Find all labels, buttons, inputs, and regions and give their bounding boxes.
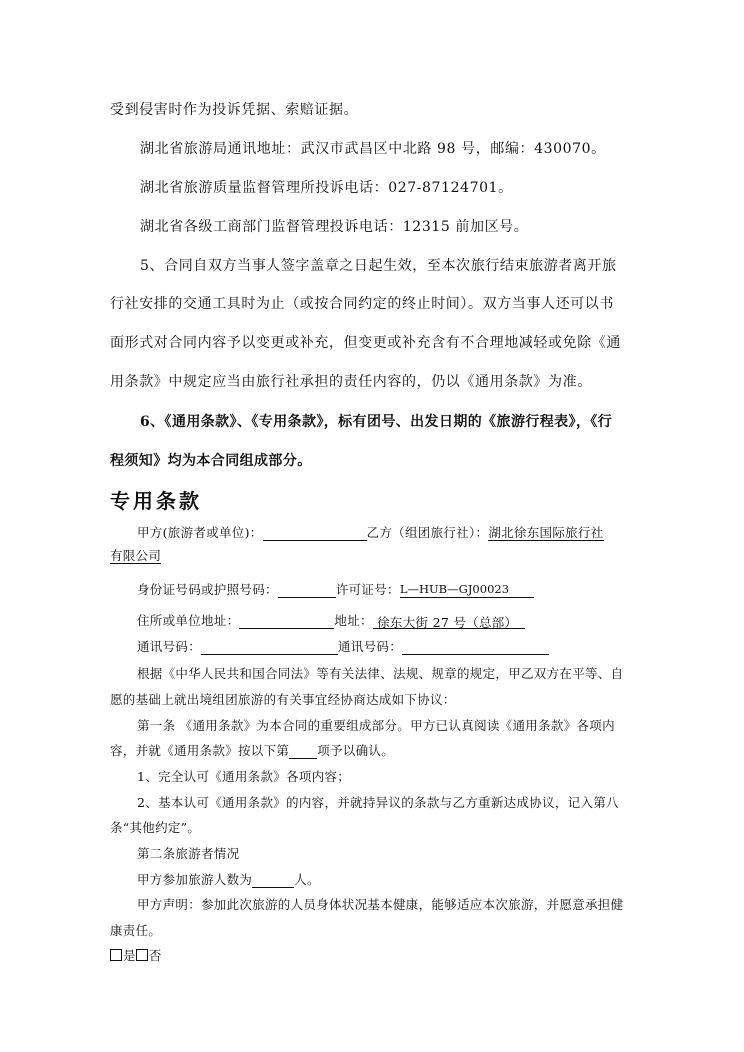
address-field[interactable]: [239, 613, 334, 629]
paragraph-5-line-1: 5、合同自双方当事人签字盖章之日起生效，至本次旅行结束旅游者离开旅: [140, 258, 617, 274]
yes-label: 是: [123, 948, 136, 963]
phone-label-b: 通讯号码：: [338, 639, 403, 654]
article-2-heading: 第二条旅游者情况: [137, 846, 240, 861]
yes-no-row: [110, 946, 162, 964]
phone-field-b[interactable]: [402, 639, 549, 655]
option-2-line-2: 条“其他约定”。: [110, 820, 201, 835]
no-checkbox[interactable]: [136, 949, 148, 961]
intro-line-2: 愿的基础上就出境组团旅游的有关事宜经协商达成如下协议：: [110, 692, 456, 707]
traveler-count-label: 甲方参加旅游人数为: [137, 872, 253, 887]
article-1-option-field[interactable]: [289, 743, 317, 759]
id-field[interactable]: [278, 582, 336, 598]
paragraph-quality-complaint-phone: 湖北省旅游质量监督管理所投诉电话：027-87124701。: [140, 180, 513, 196]
phone-field-a[interactable]: [201, 639, 338, 655]
traveler-count-row: [137, 870, 320, 888]
license-value: L—HUB—GJ00023: [400, 582, 534, 598]
paragraph-5-line-3: 面形式对合同内容予以变更或补充，但变更或补充含有不合理地减轻或免除《通: [110, 335, 621, 351]
paragraph-5-line-4: 用条款》中规定应当由旅行社承担的责任内容的，仍以《通用条款》为准。: [110, 374, 592, 390]
phone-row: [137, 637, 549, 655]
party-b-value-continued: [110, 546, 161, 564]
party-a-label: 甲方(旅游者或单位)：: [137, 525, 263, 540]
declaration-line-2: 康责任。: [110, 923, 162, 938]
declaration-line-1: 甲方声明：参加此次旅游的人员身体状况基本健康，能够适应本次旅游，并愿意承担健: [137, 897, 624, 912]
article-1-suffix: 项予以确认。: [317, 743, 395, 758]
article-1-line-2: [110, 741, 394, 759]
paragraph-6-line-2: 程须知》均为本合同组成部分。: [110, 453, 312, 469]
traveler-count-field[interactable]: [252, 872, 294, 888]
address-label: 住所或单位地址：: [137, 613, 240, 628]
paragraph-complaint-basis: 受到侵害时作为投诉凭据、索赔证据。: [110, 102, 359, 118]
section-title: 专用条款: [110, 489, 202, 513]
party-b-value-line-2: 有限公司: [110, 548, 162, 563]
paragraph-6-line-1: 6、《通用条款》、《专用条款》，标有团号、出发日期的《旅游行程表》，《行: [140, 414, 613, 430]
option-2-line-1: 2、基本认可《通用条款》的内容，并就持异议的条款与乙方重新达成协议，记入第八: [137, 795, 619, 810]
yes-checkbox[interactable]: [110, 949, 122, 961]
party-b-value: 湖北徐东国际旅行社: [488, 525, 604, 540]
address2-label: 地址：: [334, 613, 373, 628]
license-label: 许可证号：: [335, 582, 400, 597]
id-label: 身份证号码或护照号码：: [137, 582, 278, 597]
party-a-field[interactable]: [263, 525, 367, 541]
intro-line-1: 根据《中华人民共和国合同法》等有关法律、法规、规章的规定，甲乙双方在平等、自: [137, 666, 624, 681]
address2-value-text: 徐东大街 27 号（总部）: [377, 615, 518, 630]
paragraph-tourism-bureau-address: 湖北省旅游局通讯地址：武汉市武昌区中北路 98 号，邮编：430070。: [140, 141, 606, 157]
party-row: [137, 523, 604, 541]
article-1-line-1: 第一条 《通用条款》为本合同的重要组成部分。甲方已认真阅读《通用条款》各项内: [137, 718, 615, 733]
id-license-row: [137, 580, 534, 598]
address-row: [137, 611, 525, 629]
article-1-prefix: 容，并就《通用条款》按以下第: [110, 743, 290, 758]
phone-label-a: 通讯号码：: [137, 639, 202, 654]
no-label: 否: [148, 948, 162, 963]
paragraph-commerce-complaint-phone: 湖北省各级工商部门监督管理投诉电话：12315 前加区号。: [140, 219, 529, 235]
address2-value: [373, 613, 525, 629]
paragraph-5-line-2: 行社安排的交通工具时为止（或按合同约定的终止时间）。双方当事人还可以书: [110, 296, 614, 312]
party-b-label: 乙方（组团旅行社）：: [366, 525, 489, 540]
option-1: 1、完全认可《通用条款》各项内容；: [137, 769, 351, 784]
traveler-count-unit: 人。: [294, 872, 320, 887]
